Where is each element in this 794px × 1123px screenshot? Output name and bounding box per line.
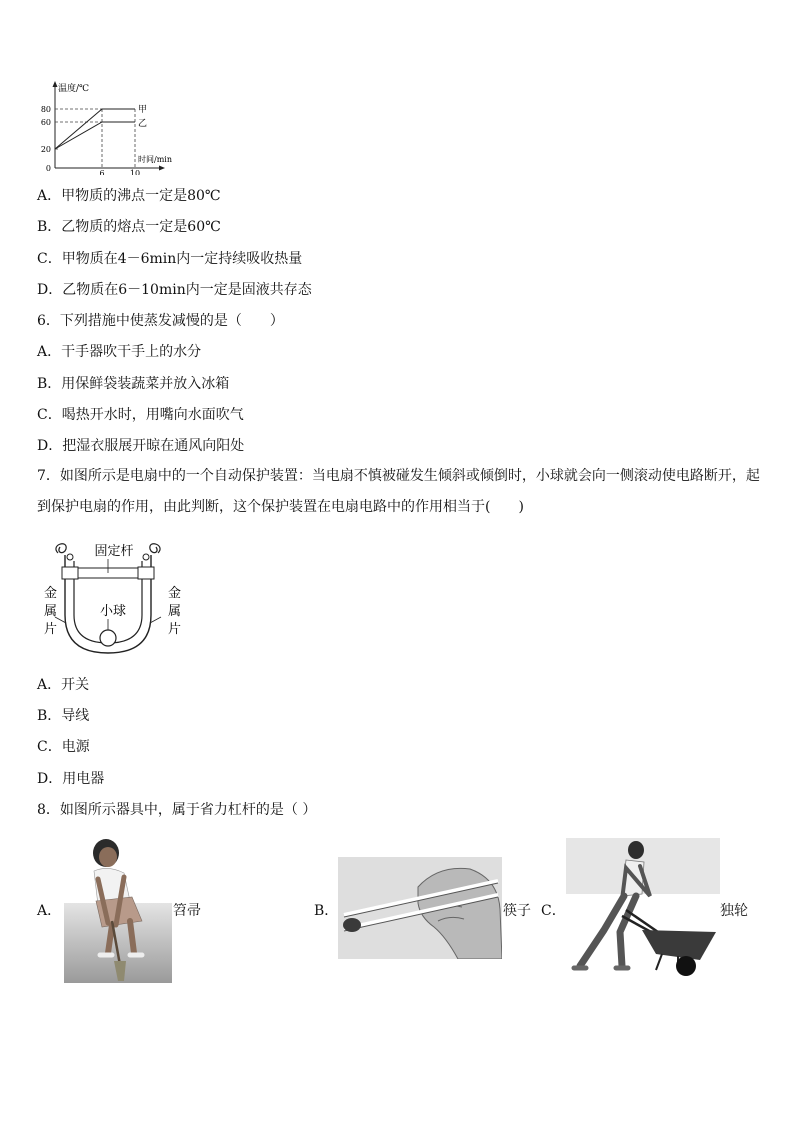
right-wire-curl (150, 544, 160, 553)
metal-right-2: 属 (168, 604, 182, 619)
q8-choice-b-letter: B． (314, 903, 339, 919)
q5-option-a: A．甲物质的沸点一定是80℃ (37, 188, 221, 204)
q6-option-a: A．干手器吹干手上的水分 (37, 344, 202, 360)
y-axis-arrow (53, 81, 58, 87)
q8-choice-c-letter: C． (541, 903, 566, 919)
series-yi-line (55, 122, 135, 149)
x-axis-label: 时间/min (138, 155, 172, 164)
q7-option-c: C．电源 (37, 739, 90, 755)
man-head (628, 841, 644, 859)
girl-sweeping-image (64, 835, 172, 983)
q5-option-b: B．乙物质的熔点一定是60℃ (37, 219, 221, 235)
series-jia-line (55, 109, 135, 149)
ball-label: 小球 (99, 604, 127, 619)
y-tick-60: 60 (40, 118, 51, 127)
barrow-wheel (676, 956, 696, 976)
metal-right-1: 金 (168, 586, 182, 601)
left-pin (67, 554, 73, 560)
chopsticks-image (338, 857, 502, 959)
x-tick-10: 10 (129, 169, 141, 175)
q5-option-c: C．甲物质在4－6min内一定持续吸收热量 (37, 251, 303, 267)
rod-label: 固定杆 (94, 544, 134, 559)
series-yi-label: 乙 (138, 119, 148, 129)
wheelbarrow-image (566, 838, 720, 978)
left-wire-curl (56, 544, 66, 553)
metal-left-1: 金 (44, 586, 58, 601)
series-jia-label: 甲 (138, 105, 148, 115)
q8-stem: 8．如图所示器具中，属于省力杠杆的是（ ） (37, 802, 317, 818)
y-tick-0: 0 (45, 164, 51, 173)
q7-option-b: B．导线 (37, 708, 90, 724)
protection-device-figure (40, 535, 190, 660)
x-tick-6: 6 (99, 169, 105, 175)
metal-right-3: 片 (168, 622, 182, 637)
girl-face (99, 847, 117, 867)
right-metal-pointer (150, 617, 161, 623)
q6-option-b: B．用保鲜袋装蔬菜并放入冰箱 (37, 376, 230, 392)
right-clamp (138, 567, 154, 579)
metal-left-3: 片 (44, 622, 58, 637)
left-clamp (62, 567, 78, 579)
y-axis-label: 温度/℃ (58, 84, 90, 94)
q8-choice-b-caption: 筷子 (503, 903, 531, 919)
q6-option-d: D．把湿衣服展开晾在通风向阳处 (37, 438, 245, 454)
man-legs (580, 896, 636, 966)
x-axis-arrow (159, 166, 165, 171)
q5-option-d: D．乙物质在6－10min内一定是固液共存态 (37, 282, 312, 298)
q8-choice-a-letter: A． (37, 903, 62, 919)
q6-option-c: C．喝热开水时，用嘴向水面吹气 (37, 407, 244, 423)
food-piece (343, 918, 361, 932)
q7-stem: 7．如图所示是电扇中的一个自动保护装置：当电扇不慎被碰发生倾斜或倾倒时，小球就会向一侧滚动使电路断开，起到保护电扇的作用，由此判断，这个保护装置在电扇电路中的作用相当于( ) (37, 468, 760, 515)
temperature-time-graph (30, 80, 190, 175)
q7-option-d: D．用电器 (37, 771, 105, 787)
q8-choice-c-caption: 独轮 (720, 903, 748, 919)
metal-left-2: 属 (44, 604, 58, 619)
q6-stem: 6．下列措施中使蒸发减慢的是（ ） (37, 313, 284, 329)
q8-choice-a-caption: 笤帚 (173, 903, 201, 919)
right-pin (143, 554, 149, 560)
ball (100, 630, 116, 646)
barrow-tray (642, 930, 716, 960)
y-tick-80: 80 (40, 105, 51, 114)
q7-option-a: A．开关 (37, 677, 90, 693)
y-tick-20: 20 (40, 145, 51, 154)
